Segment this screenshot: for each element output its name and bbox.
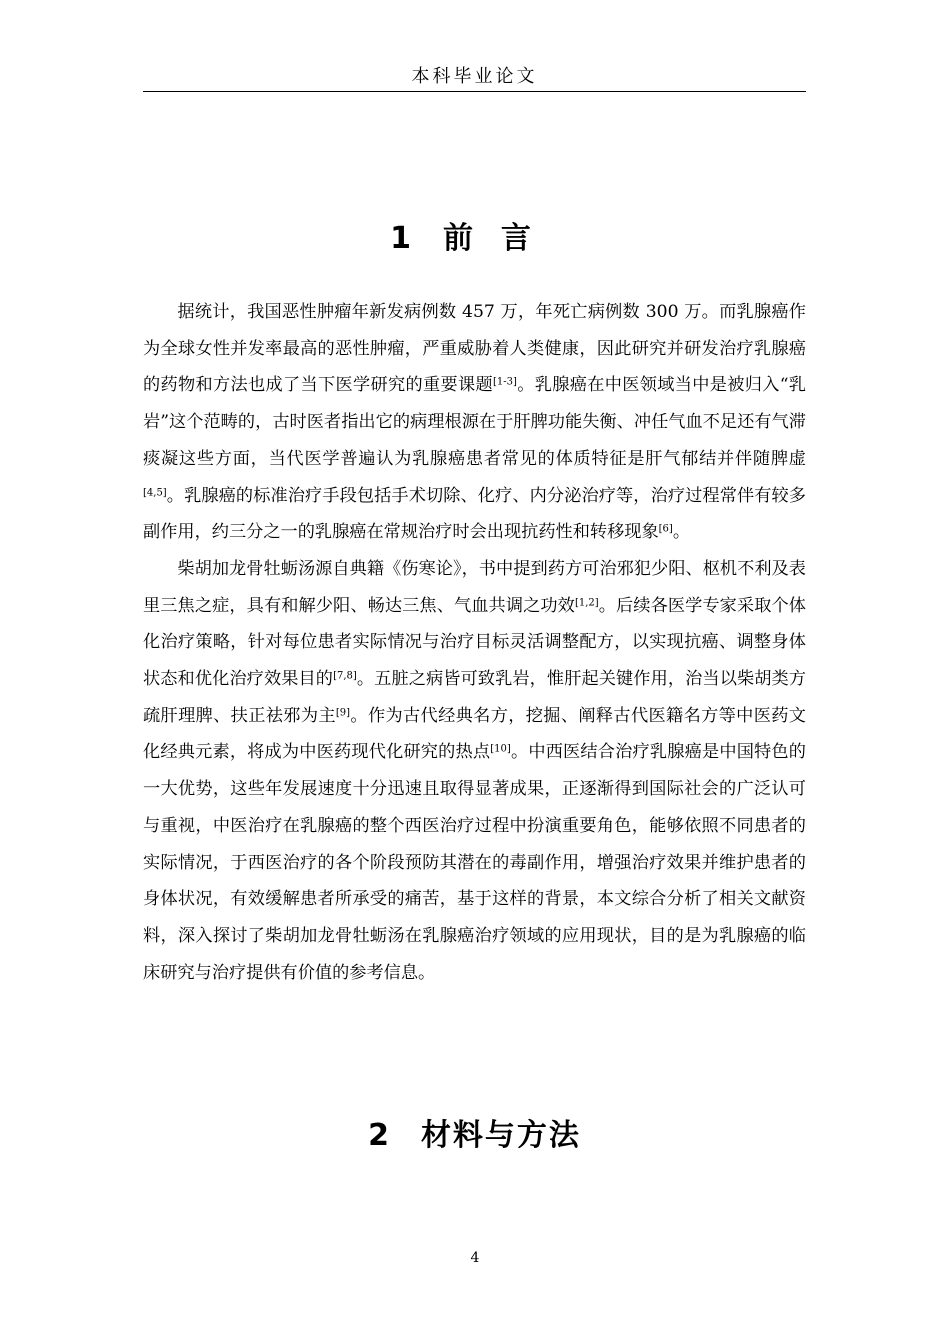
paragraph-text: 。乳腺癌的标准治疗手段包括手术切除、化疗、内分泌治疗等，治疗过程常伴有较多副作用，约三分之一的乳腺癌在常规治疗时会出现抗药性和转移现象 <box>143 485 806 543</box>
paragraph-text: 。乳腺癌在中医领域当中是被归入“乳岩”这个范畴的，古时医者指出它的病理根源在于肝脾功能失衡、冲任气血不足还有气滞痰凝这些方面，当代医学普遍认为乳腺癌患者常见的体质特征是肝气郁结并伴随脾虚 <box>143 375 806 469</box>
citation-ref: [10] <box>490 743 511 755</box>
paragraph-text: 。后续各医学专家采取个体化治疗策略，针对每位患者实际情况与治疗目标灵活调整配方，以实现抗癌、调整身体状态和优化治疗效果目的 <box>143 595 806 690</box>
paragraph-text: 。 <box>672 522 691 543</box>
paragraph-text: 。五脏之病皆可致乳岩，惟肝起关键作用，治当以柴胡类方疏肝理脾、扶正祛邪为主 <box>143 669 806 726</box>
section-number: 1 <box>390 221 413 256</box>
paragraph <box>143 294 806 551</box>
citation-ref: [7,8] <box>333 670 357 682</box>
section-heading-1 <box>143 213 806 257</box>
section-heading-2 <box>143 1110 806 1154</box>
page-number: 4 <box>470 1250 480 1266</box>
paragraph-text: 。中西医结合治疗乳腺癌是中国特色的一大优势，这些年发展速度十分迅速且取得显著成果，正逐渐得到国际社会的广泛认可与重视，中医治疗在乳腺癌的整个西医治疗过程中扮演重要角色，能够依照不同患者的实际情况，于西医治疗的各个阶段预防其潜在的毒副作用，增强治疗效果并维护患者的身体状况，有效缓解患者所承受的痛苦，基于这样的背景，本文综合分析了相关文献资料，深入探讨了柴胡加龙骨牡蛎汤在乳腺癌治疗领域的应用现状，目的是为乳腺癌的临床研究与治疗提供有价值的参考信息。 <box>143 742 806 983</box>
citation-ref: [6] <box>658 523 673 535</box>
citation-ref: [1-3] <box>493 376 517 388</box>
header-rule <box>143 91 806 92</box>
paragraph <box>143 551 806 991</box>
citation-ref: [4,5] <box>143 487 167 499</box>
body-text <box>143 294 806 991</box>
citation-ref: [9] <box>335 707 351 719</box>
running-header: 本科毕业论文 <box>411 66 538 87</box>
paragraph-text: 。作为古代经典名方，挖掘、阐释古代医籍名方等中医药文化经典元素，将成为中医药现代化研究的热点 <box>143 705 806 763</box>
paragraph-text: 柴胡加龙骨牡蛎汤源自典籍《伤寒论》，书中提到药方可治邪犯少阳、枢机不利及表里三焦之症，具有和解少阳、畅达三焦、气血共调之功效 <box>143 558 806 616</box>
section-title: 前言 <box>442 221 559 256</box>
citation-ref: [1,2] <box>574 597 599 609</box>
paragraph-text: 据统计，我国恶性肿瘤年新发病例数 457 万，年死亡病例数 300 万。而乳腺癌作为全球女性并发率最高的恶性肿瘤，严重威胁着人类健康，因此研究并研发治疗乳腺癌的药物和方法也成了当下医学研究的重要课题 <box>143 302 806 396</box>
section-number: 2 <box>368 1118 391 1153</box>
section-title: 材料与方法 <box>420 1118 581 1153</box>
